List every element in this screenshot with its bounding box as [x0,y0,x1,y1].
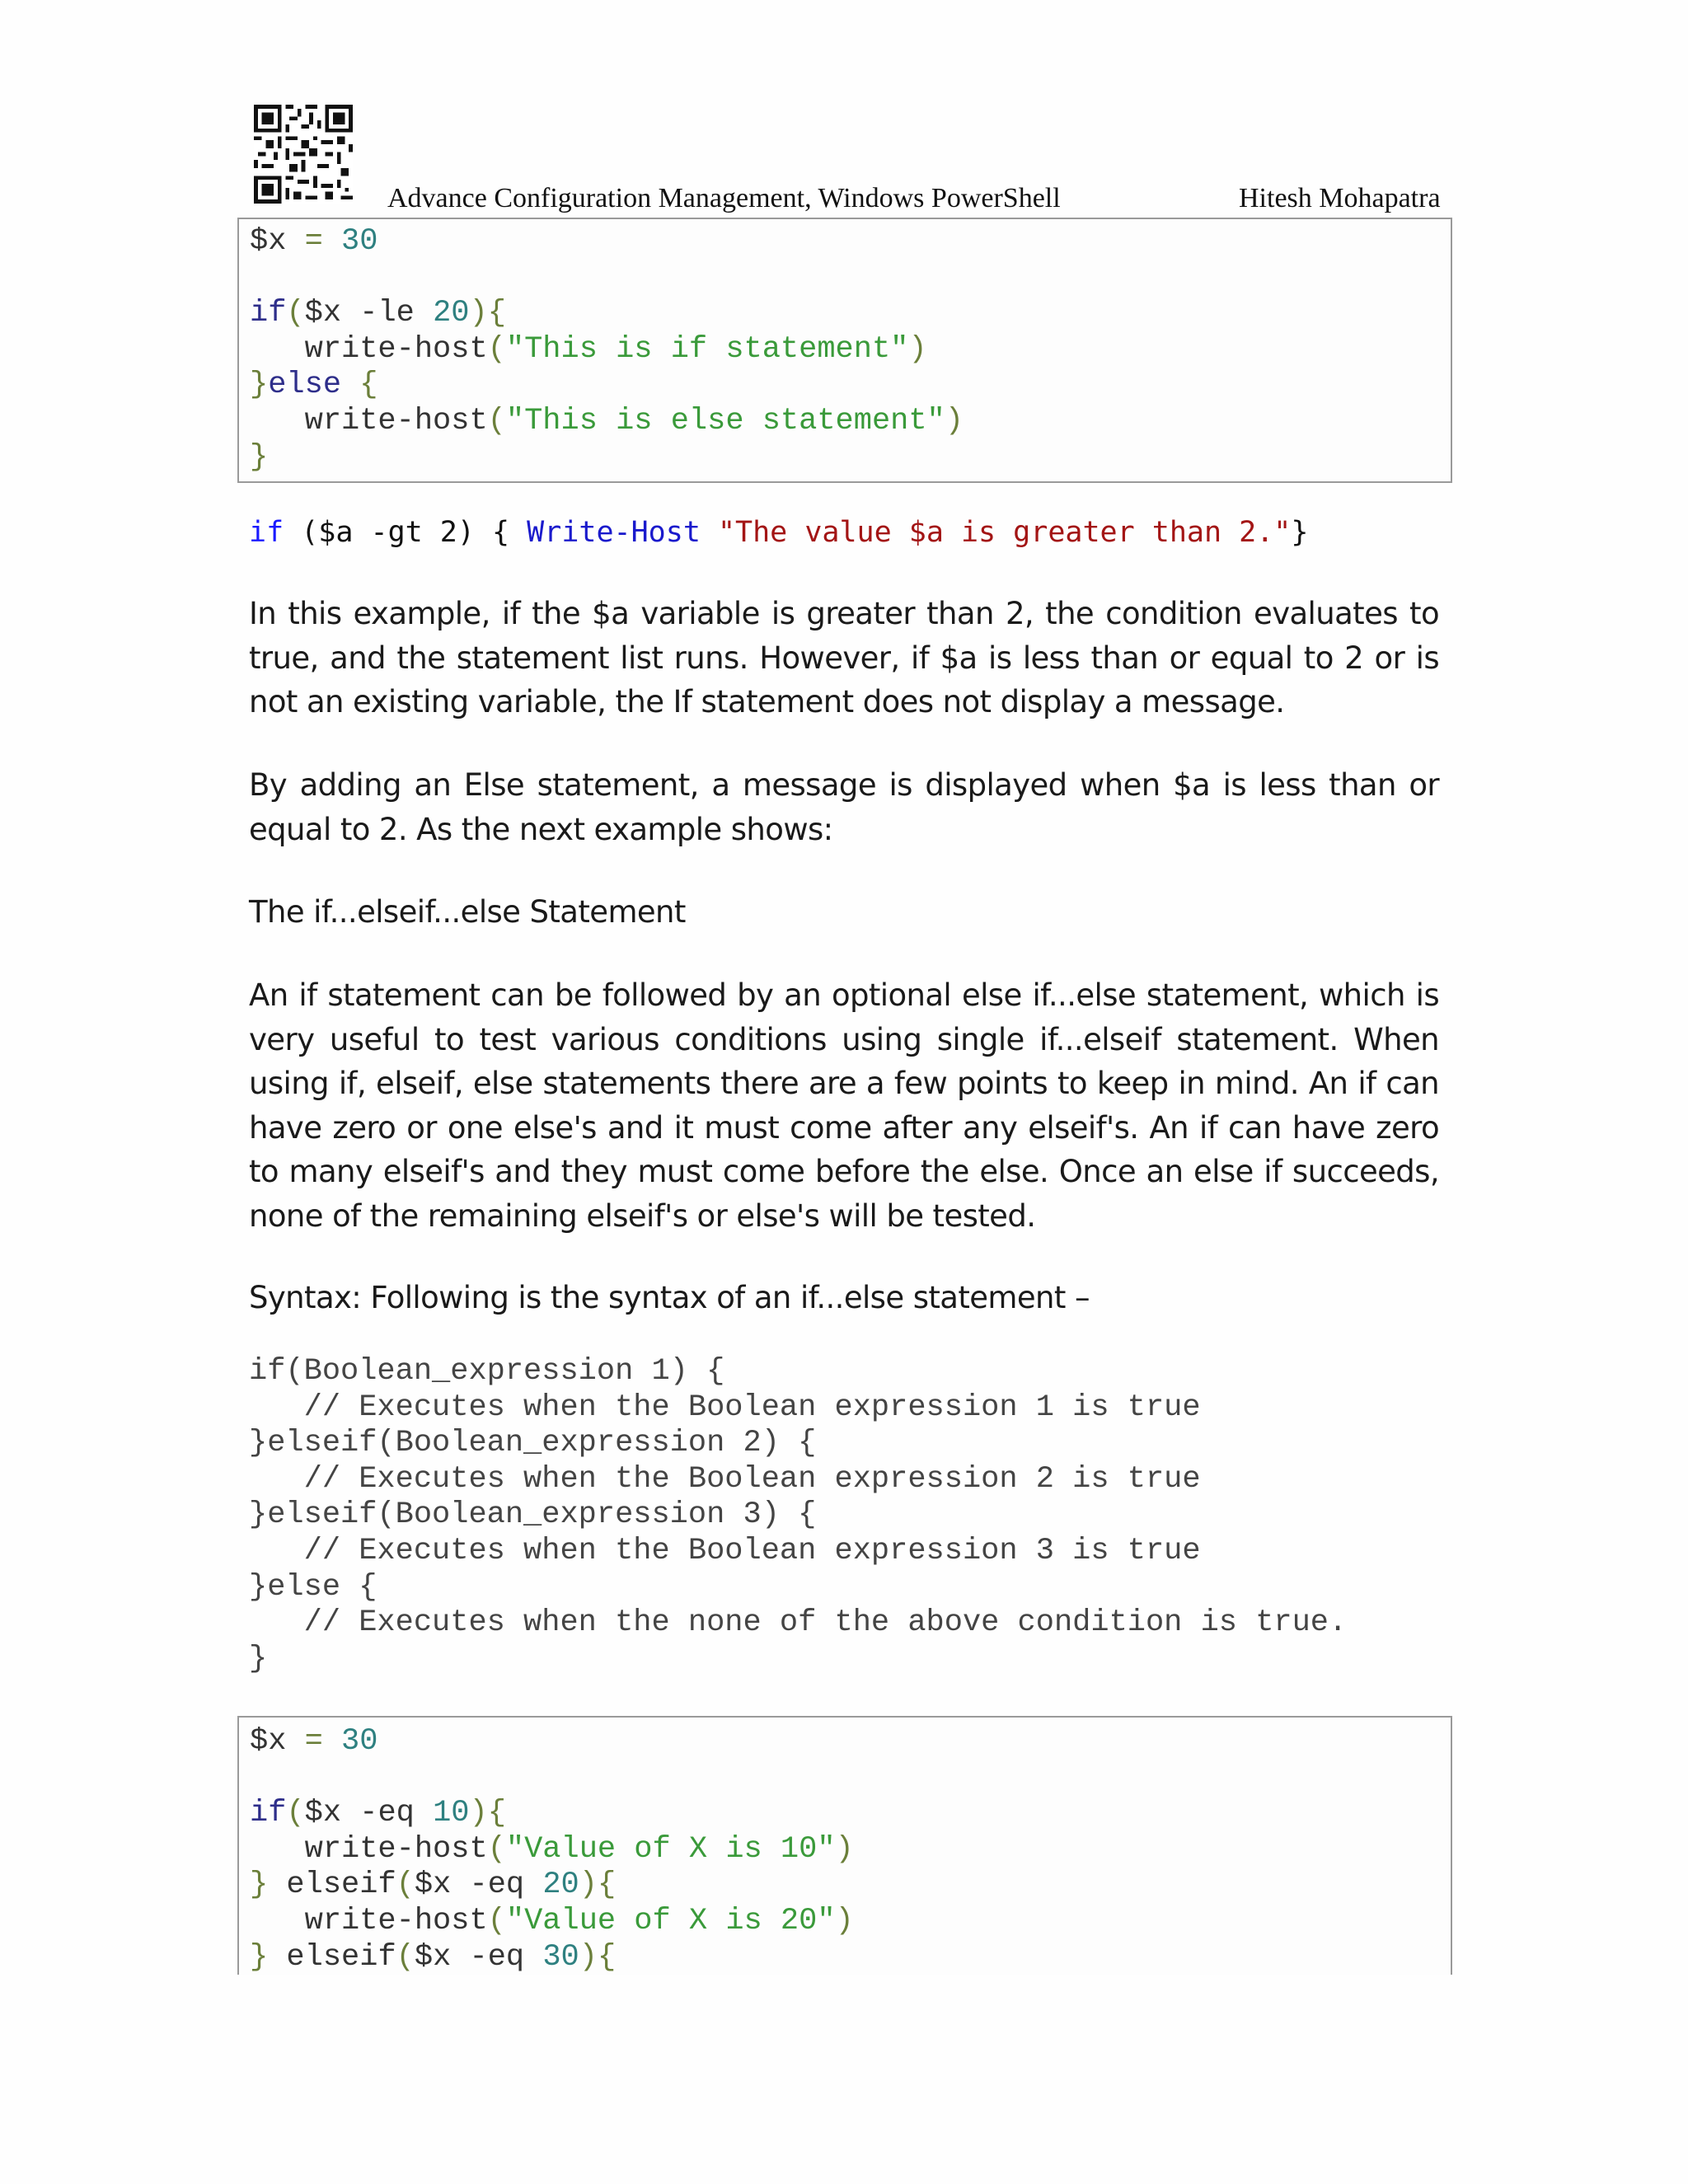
code-token: } [250,1939,269,1975]
inline-code-string: "The value $a is greater than 2." [700,516,1292,549]
code-token: ) [908,331,927,367]
paragraph-else-intro: By adding an Else statement, a message is displayed when $a is less than or equal to 2. As the next example shows: [249,767,1439,847]
qr-code-icon [254,105,353,204]
code-token: ( [487,403,506,438]
inline-code-condition: ($a -gt 2) { [284,516,528,549]
code-token: 30 [542,1939,579,1975]
code-line [250,1760,1451,1797]
code-token: ( [396,1868,415,1903]
code-line [250,1868,1451,1904]
code-token: $x -eq [414,1868,543,1903]
code-token: write-host [250,331,488,367]
code-line [250,1904,1451,1940]
code-token: ( [487,1903,506,1938]
code-token: 20 [433,296,470,331]
code-token: 10 [433,1796,470,1831]
code-line [250,260,1451,297]
code-token: ( [487,1831,506,1867]
code-line [250,368,1451,404]
page-bottom-margin [237,1975,1457,2184]
code-token: ){ [579,1868,617,1903]
code-token: write-host [250,1831,488,1867]
code-token: "This is if statement" [505,331,909,367]
code-token: ) [945,403,964,438]
code-token: $x -le [304,296,434,331]
code-token: ){ [469,296,506,331]
code-token: write-host [250,1903,488,1938]
code-token: ){ [469,1796,506,1831]
code-token: "This is else statement" [505,403,945,438]
code-line [250,1940,1451,1976]
code-line [250,332,1451,368]
code-line [250,224,1451,260]
code-block-if-else-text [239,219,1451,476]
code-token: 30 [322,1724,378,1759]
code-line [250,1832,1451,1868]
inline-code-keyword: if [249,516,284,549]
code-token: ( [286,1796,305,1831]
code-token: "Value of X is 10" [505,1831,836,1867]
code-token: else [268,368,342,403]
code-line [250,404,1451,440]
code-token: ) [835,1903,854,1938]
code-token: ( [487,331,506,367]
inline-code-close: } [1291,516,1309,549]
code-token: "Value of X is 20" [505,1903,836,1938]
code-line [250,296,1451,332]
code-token: } [250,1868,269,1903]
code-token: ( [286,296,305,331]
syntax-code-block: if(Boolean_expression 1) { // Executes when the Boolean expression 1 is true }elseif(Boolean_expression 2) { // Executes when the Boolean expression 2 is true }elseif(Boolean_expression 3) { // Executes when the Boolean expression 3 is true }else { // Executes when the none of the above condition is true. } [249,1354,1348,1676]
code-token: } [250,439,269,475]
code-token: $x -eq [414,1939,543,1975]
code-token: ( [396,1939,415,1975]
code-token: = [304,1724,323,1759]
code-token: $x -eq [304,1796,434,1831]
code-token: elseif [268,1868,396,1903]
code-token: $x [250,224,305,259]
code-block-if-elseif-text [239,1718,1451,1975]
paragraph-elseif-explanation: An if statement can be followed by an optional else if...else statement, which is very useful to test various conditions using single if...elseif statement. When using if, elseif, else statements there are a few points to keep in mind. An if can have zero or one else's and it must come after any elseif's. An if can have zero to many elseif's and they must come before the else. Once an else if succeeds, none of the remaining elseif's or else's will be tested. [249,977,1439,1234]
code-line [250,1724,1451,1760]
code-line [250,1796,1451,1832]
inline-code-command: Write-Host [527,516,701,549]
code-token: elseif [268,1939,396,1975]
code-line [250,440,1451,476]
code-token: = [304,224,323,259]
code-token: } [250,368,269,403]
document-header-title: Advance Configuration Management, Windows PowerShell [387,183,1061,213]
code-block-if-else [237,218,1452,483]
section-heading-if-elseif-else: The if...elseif...else Statement [249,894,686,930]
code-token: if [250,296,287,331]
code-token: if [250,1796,287,1831]
paragraph-if-explanation: In this example, if the $a variable is greater than 2, the condition evaluates to true, and the statement list runs. However, if $a is less than or equal to 2 or is not an existing variable, the If statement does not display a message. [249,596,1439,719]
inline-code-example [249,516,1308,549]
document-header-author: Hitesh Mohapatra [1239,183,1441,213]
code-token: ) [835,1831,854,1867]
code-token: { [341,368,378,403]
code-token: $x [250,1724,305,1759]
paragraph-syntax-intro: Syntax: Following is the syntax of an if...else statement – [249,1280,1090,1315]
code-token: 20 [542,1868,579,1903]
code-token: 30 [322,224,378,259]
code-token: write-host [250,403,488,438]
code-token: ){ [579,1939,617,1975]
